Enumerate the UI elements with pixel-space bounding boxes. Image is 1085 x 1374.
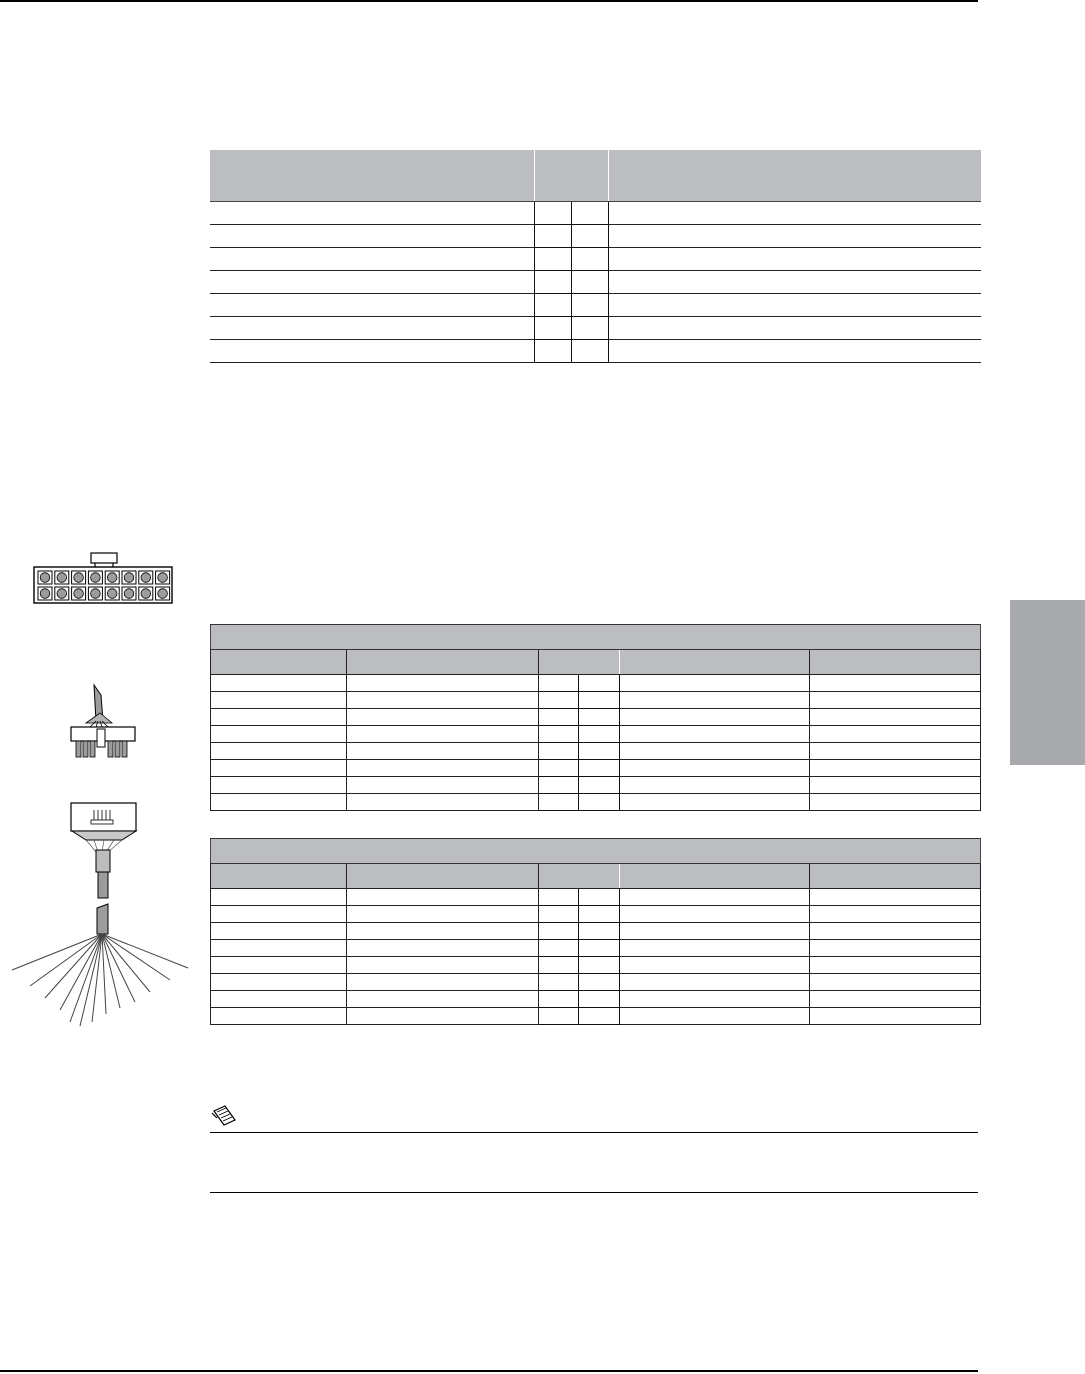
note-pencil-icon	[211, 1104, 237, 1126]
connector-pin	[124, 573, 134, 583]
connector-pin	[107, 573, 117, 583]
table-row	[211, 991, 981, 1008]
table-2	[210, 624, 981, 811]
cable-wire	[12, 934, 102, 970]
table-3	[210, 838, 981, 1025]
table-row	[211, 794, 981, 811]
table-2-header-cell	[620, 650, 810, 675]
table-row	[211, 675, 981, 692]
table-1-header-cell	[210, 150, 406, 201]
table-row	[211, 743, 981, 760]
connector-pin	[91, 589, 101, 599]
table-row	[210, 224, 981, 247]
table-row	[211, 889, 981, 906]
connector-pin	[40, 589, 50, 599]
table-row	[211, 760, 981, 777]
table-row	[211, 940, 981, 957]
note-top-rule	[210, 1132, 978, 1133]
table-2-title-bar	[211, 625, 981, 650]
connector-pin	[158, 573, 168, 583]
table-row	[211, 1008, 981, 1025]
chapter-tab	[1010, 600, 1085, 765]
cable-wire	[45, 934, 102, 998]
connector-pin	[74, 589, 84, 599]
connector-pin	[57, 573, 67, 583]
table-2-header-cell	[347, 650, 539, 675]
table-1-header-cell	[811, 150, 981, 201]
note-bottom-rule	[210, 1192, 978, 1193]
table-3-header-cell	[211, 864, 347, 889]
connector-pin	[107, 589, 117, 599]
table-1	[210, 150, 981, 363]
connector-pin	[40, 573, 50, 583]
connector-pin	[158, 589, 168, 599]
top-rule	[0, 0, 978, 2]
connector-pin	[74, 573, 84, 583]
cable-harness-icon	[10, 800, 195, 1030]
table-1-header-cell	[608, 150, 811, 201]
table-3-title-bar	[211, 839, 981, 864]
table-row	[211, 777, 981, 794]
connector-pin	[141, 573, 151, 583]
table-row	[210, 270, 981, 293]
table-row	[210, 339, 981, 362]
cable-wire	[60, 934, 102, 1010]
table-row	[211, 923, 981, 940]
connector-pinout-icon	[33, 550, 173, 606]
connector-pin	[57, 589, 67, 599]
table-2-header-cell	[810, 650, 981, 675]
table-2-header-pin	[539, 650, 620, 675]
table-1-header-cell	[406, 150, 534, 201]
table-row	[211, 692, 981, 709]
table-row	[210, 316, 981, 339]
table-row	[211, 906, 981, 923]
table-row	[211, 957, 981, 974]
table-3-header-cell	[810, 864, 981, 889]
connector-side-view-icon	[68, 683, 138, 775]
table-3-header-pin	[539, 864, 620, 889]
table-3-header-cell	[347, 864, 539, 889]
table-row	[210, 247, 981, 270]
table-row	[210, 201, 981, 224]
table-1-header-pin	[534, 150, 608, 201]
table-row	[211, 726, 981, 743]
table-3-header-cell	[620, 864, 810, 889]
table-2-header-cell	[211, 650, 347, 675]
table-row	[211, 709, 981, 726]
connector-pin	[91, 573, 101, 583]
connector-pin	[124, 589, 134, 599]
connector-pin	[141, 589, 151, 599]
table-row	[211, 974, 981, 991]
bottom-rule	[0, 1370, 978, 1372]
table-row	[210, 293, 981, 316]
